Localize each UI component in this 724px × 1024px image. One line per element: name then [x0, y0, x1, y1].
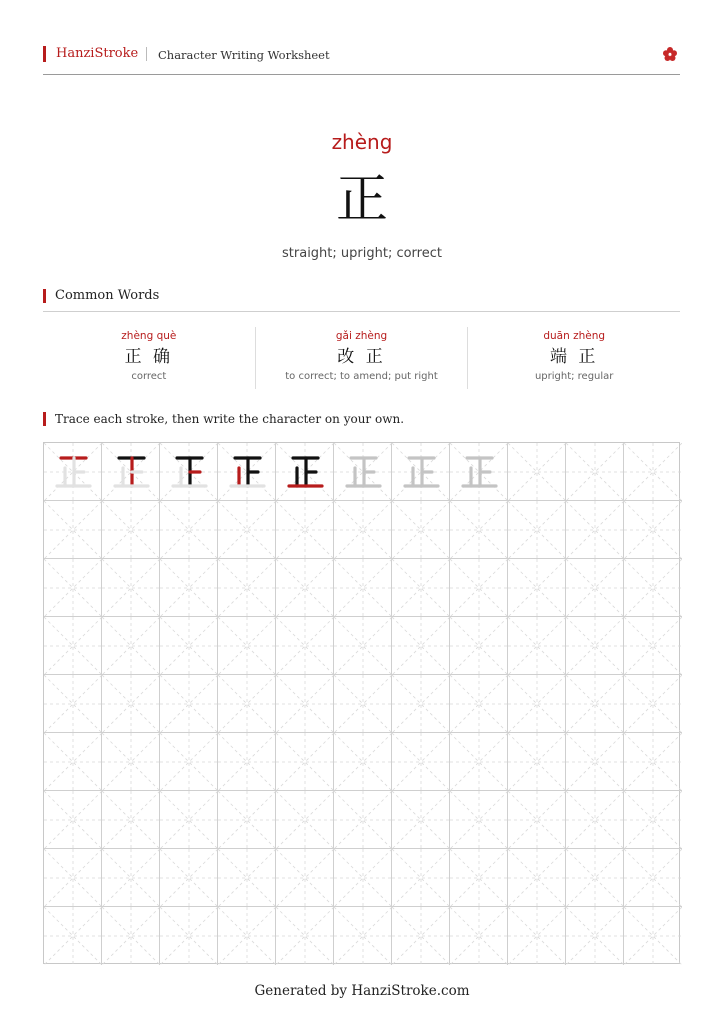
practice-cell [44, 443, 102, 501]
practice-cell [392, 675, 450, 733]
guide-lines [450, 501, 508, 559]
guide-lines [102, 849, 160, 907]
practice-cell [392, 443, 450, 501]
section-divider [43, 311, 680, 312]
guide-lines [334, 733, 392, 791]
guide-lines [624, 849, 682, 907]
practice-cell [276, 907, 334, 965]
practice-cell [44, 791, 102, 849]
practice-cell [392, 791, 450, 849]
word-meaning: upright; regular [534, 371, 614, 382]
character-hanzi: 正 [335, 170, 388, 230]
practice-cell [218, 907, 276, 965]
practice-cell [450, 791, 508, 849]
guide-lines [102, 559, 160, 617]
guide-lines [508, 559, 566, 617]
practice-cell [508, 501, 566, 559]
practice-cell [102, 443, 160, 501]
guide-lines [624, 791, 682, 849]
common-word [256, 327, 469, 389]
practice-cell [160, 675, 218, 733]
guide-lines [392, 791, 450, 849]
practice-cell [566, 675, 624, 733]
practice-cell [102, 675, 160, 733]
practice-cell [392, 617, 450, 675]
guide-lines [102, 733, 160, 791]
guide-lines [450, 791, 508, 849]
guide-lines [450, 733, 508, 791]
guide-lines [392, 501, 450, 559]
word-pinyin: zhèng què [121, 330, 177, 342]
guide-lines [218, 617, 276, 675]
guide-lines [334, 791, 392, 849]
guide-lines [450, 675, 508, 733]
common-word [43, 327, 256, 389]
practice-cell [508, 617, 566, 675]
header-separator [146, 47, 147, 61]
guide-lines [334, 849, 392, 907]
practice-grid [43, 442, 680, 964]
practice-cell [276, 675, 334, 733]
word-hanzi: 端 正 [549, 347, 599, 367]
guide-lines [624, 617, 682, 675]
guide-lines [450, 559, 508, 617]
practice-cell [44, 733, 102, 791]
practice-cell [624, 443, 682, 501]
guide-lines [566, 907, 624, 965]
guide-lines [392, 617, 450, 675]
practice-cell [276, 501, 334, 559]
practice-cell [102, 501, 160, 559]
practice-cell [218, 849, 276, 907]
guide-lines [624, 733, 682, 791]
guide-lines [508, 907, 566, 965]
guide-lines [508, 675, 566, 733]
plum-blossom-icon [662, 46, 678, 62]
guide-lines [160, 791, 218, 849]
practice-cell [624, 675, 682, 733]
word-meaning: correct [131, 371, 167, 382]
stroke-order-step [160, 443, 218, 501]
guide-lines [334, 617, 392, 675]
practice-cell [392, 733, 450, 791]
guide-lines [102, 791, 160, 849]
guide-lines [566, 443, 624, 501]
practice-cell [450, 733, 508, 791]
practice-cell [160, 617, 218, 675]
practice-cell [334, 675, 392, 733]
guide-lines [392, 907, 450, 965]
practice-cell [276, 733, 334, 791]
guide-lines [44, 733, 102, 791]
guide-lines [624, 675, 682, 733]
common-word [468, 327, 680, 389]
practice-instruction: Trace each stroke, then write the character on your own. [43, 412, 404, 426]
guide-lines [624, 443, 682, 501]
practice-cell [160, 791, 218, 849]
guide-lines [508, 443, 566, 501]
practice-cell [566, 791, 624, 849]
guide-lines [450, 849, 508, 907]
guide-lines [160, 617, 218, 675]
practice-cell [334, 791, 392, 849]
practice-cell [508, 443, 566, 501]
practice-cell [624, 501, 682, 559]
practice-cell [334, 501, 392, 559]
brand-name: HanziStroke [43, 46, 138, 62]
guide-lines [508, 617, 566, 675]
guide-lines [566, 675, 624, 733]
guide-lines [160, 559, 218, 617]
character-pinyin: zhèng [331, 130, 393, 154]
guide-lines [218, 501, 276, 559]
guide-lines [508, 733, 566, 791]
guide-lines [102, 501, 160, 559]
practice-cell [566, 501, 624, 559]
word-hanzi: 改 正 [337, 347, 386, 367]
practice-cell [624, 907, 682, 965]
practice-cell [102, 733, 160, 791]
practice-cell [160, 733, 218, 791]
practice-cell [392, 501, 450, 559]
practice-cell [450, 675, 508, 733]
practice-cell [276, 849, 334, 907]
practice-cell [44, 617, 102, 675]
guide-lines [44, 791, 102, 849]
guide-lines [392, 849, 450, 907]
practice-cell [450, 849, 508, 907]
word-meaning: to correct; to amend; put right [285, 371, 438, 382]
practice-cell [508, 559, 566, 617]
stroke-order-step [276, 443, 334, 501]
guide-lines [276, 907, 334, 965]
guide-lines [334, 559, 392, 617]
practice-cell [334, 559, 392, 617]
practice-cell [508, 675, 566, 733]
guide-lines [334, 907, 392, 965]
worksheet-subtitle: Character Writing Worksheet [158, 48, 330, 62]
word-pinyin: duān zhèng [543, 330, 606, 342]
practice-cell [160, 501, 218, 559]
guide-lines [566, 733, 624, 791]
common-words-title: Common Words [43, 289, 159, 303]
practice-cell [450, 559, 508, 617]
practice-cell [334, 617, 392, 675]
practice-cell [276, 559, 334, 617]
practice-cell [218, 443, 276, 501]
guide-lines [218, 907, 276, 965]
guide-lines [392, 733, 450, 791]
guide-lines [450, 617, 508, 675]
practice-cell [624, 617, 682, 675]
guide-lines [218, 559, 276, 617]
practice-cell [450, 443, 508, 501]
practice-cell [218, 675, 276, 733]
guide-lines [566, 617, 624, 675]
practice-cell [566, 907, 624, 965]
character-meaning: straight; upright; correct [282, 246, 442, 261]
practice-cell [566, 617, 624, 675]
stroke-order-step [218, 443, 276, 501]
guide-lines [160, 675, 218, 733]
guide-lines [624, 559, 682, 617]
guide-lines [160, 849, 218, 907]
guide-lines [44, 675, 102, 733]
guide-lines [218, 791, 276, 849]
practice-cell [102, 791, 160, 849]
practice-cell [334, 907, 392, 965]
guide-lines [624, 501, 682, 559]
practice-cell [44, 849, 102, 907]
practice-cell [276, 617, 334, 675]
practice-cell [160, 559, 218, 617]
guide-lines [276, 791, 334, 849]
practice-cell [102, 849, 160, 907]
guide-lines [218, 675, 276, 733]
practice-cell [102, 559, 160, 617]
guide-lines [44, 849, 102, 907]
practice-cell [624, 733, 682, 791]
practice-cell [102, 617, 160, 675]
practice-cell [218, 791, 276, 849]
worksheet-header [43, 44, 680, 75]
practice-cell [392, 559, 450, 617]
guide-lines [508, 501, 566, 559]
practice-cell [44, 501, 102, 559]
guide-lines [276, 617, 334, 675]
trace-character [334, 443, 392, 501]
word-pinyin: gǎi zhèng [335, 330, 388, 342]
guide-lines [566, 559, 624, 617]
practice-cell [44, 559, 102, 617]
practice-cell [450, 501, 508, 559]
guide-lines [160, 733, 218, 791]
guide-lines [508, 849, 566, 907]
practice-cell [508, 907, 566, 965]
practice-cell [508, 791, 566, 849]
practice-cell [566, 443, 624, 501]
practice-cell [276, 791, 334, 849]
practice-cell [566, 559, 624, 617]
practice-cell [218, 501, 276, 559]
practice-cell [392, 849, 450, 907]
practice-cell [392, 907, 450, 965]
practice-cell [624, 559, 682, 617]
footer-credit: Generated by HanziStroke.com [254, 983, 470, 999]
guide-lines [276, 849, 334, 907]
practice-cell [334, 733, 392, 791]
guide-lines [44, 559, 102, 617]
guide-lines [566, 791, 624, 849]
guide-lines [276, 675, 334, 733]
practice-cell [102, 907, 160, 965]
trace-character [392, 443, 450, 501]
guide-lines [44, 501, 102, 559]
guide-lines [334, 675, 392, 733]
guide-lines [276, 501, 334, 559]
guide-lines [160, 501, 218, 559]
practice-cell [566, 849, 624, 907]
guide-lines [276, 733, 334, 791]
practice-cell [508, 733, 566, 791]
stroke-order-step [102, 443, 160, 501]
practice-cell [334, 849, 392, 907]
practice-cell [334, 443, 392, 501]
practice-cell [276, 443, 334, 501]
practice-cell [218, 617, 276, 675]
practice-cell [450, 907, 508, 965]
practice-cell [624, 849, 682, 907]
guide-lines [392, 675, 450, 733]
practice-cell [160, 849, 218, 907]
practice-cell [160, 907, 218, 965]
practice-cell [218, 559, 276, 617]
guide-lines [276, 559, 334, 617]
practice-cell [450, 617, 508, 675]
guide-lines [218, 849, 276, 907]
word-hanzi: 正 确 [124, 347, 174, 367]
practice-cell [624, 791, 682, 849]
guide-lines [102, 907, 160, 965]
practice-cell [508, 849, 566, 907]
guide-lines [160, 907, 218, 965]
stroke-order-step [44, 443, 102, 501]
practice-cell [566, 733, 624, 791]
practice-cell [44, 907, 102, 965]
guide-lines [102, 675, 160, 733]
guide-lines [44, 617, 102, 675]
guide-lines [508, 791, 566, 849]
guide-lines [334, 501, 392, 559]
guide-lines [566, 849, 624, 907]
practice-cell [218, 733, 276, 791]
guide-lines [566, 501, 624, 559]
guide-lines [450, 907, 508, 965]
common-words-list [43, 327, 680, 389]
guide-lines [392, 559, 450, 617]
guide-lines [218, 733, 276, 791]
guide-lines [102, 617, 160, 675]
guide-lines [44, 907, 102, 965]
trace-character [450, 443, 508, 501]
practice-cell [160, 443, 218, 501]
guide-lines [624, 907, 682, 965]
practice-cell [44, 675, 102, 733]
